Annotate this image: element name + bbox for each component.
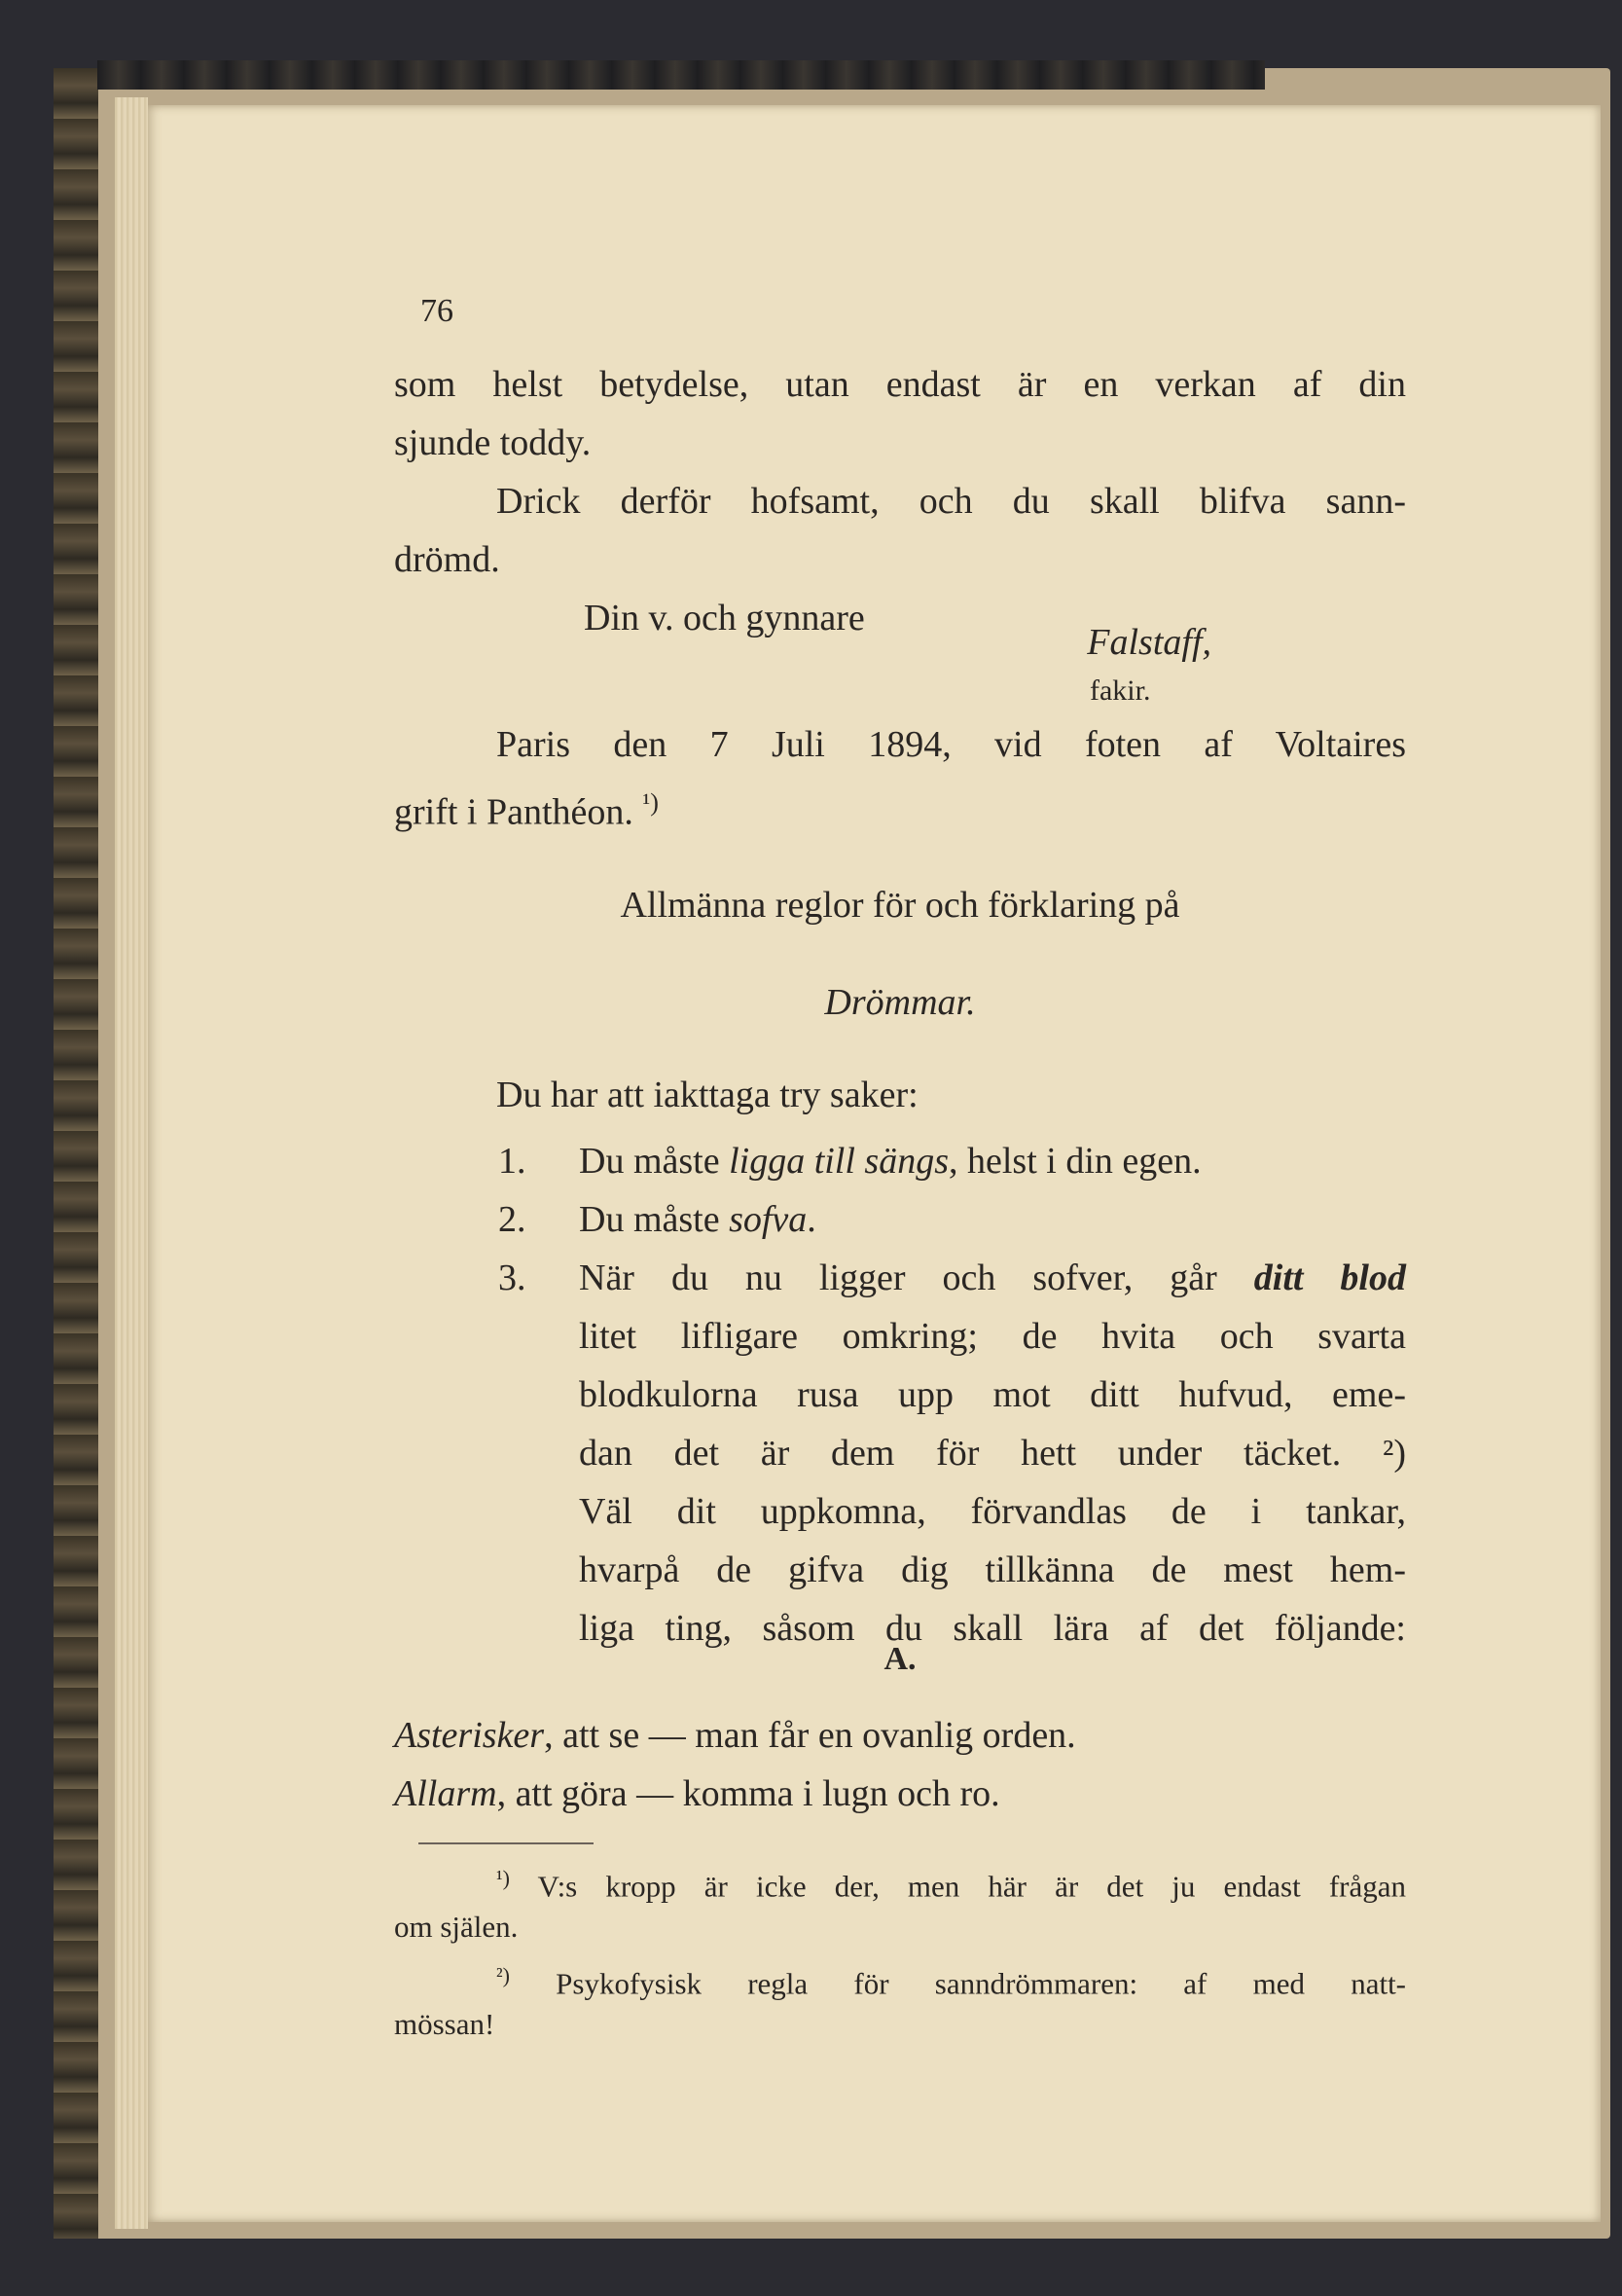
footnote-2-line-2: mössan! <box>394 2007 495 2041</box>
place-line-2-text: grift i Panthéon. <box>394 791 633 833</box>
entry-asterisker-text: , att se — man får en ovanlig orden. <box>544 1715 1076 1756</box>
list-number-1: 1. <box>498 1141 526 1182</box>
text-line-2: sjunde toddy. <box>394 422 592 463</box>
list-item-1-em: ligga till sängs <box>729 1141 949 1182</box>
entry-asterisker-term: Asterisker <box>394 1715 545 1756</box>
binding-top-band <box>97 60 1265 90</box>
list-item-3-pre: När du nu ligger och sofver, går <box>579 1257 1254 1298</box>
text-line-4: drömd. <box>394 539 500 580</box>
list-number-2: 2. <box>498 1199 526 1240</box>
page-edges <box>115 97 148 2229</box>
entry-asterisker <box>394 1706 1076 1765</box>
text-line-3: Drick derför hofsamt, och du skall blifva sann- <box>496 481 1406 522</box>
intro-line: Du har att iakttaga try saker: <box>496 1075 919 1115</box>
footnote-1-ref: ¹) <box>496 1866 510 1890</box>
book-spine <box>54 68 98 2239</box>
footnote-1-line-2: om själen. <box>394 1910 519 1944</box>
footnote-divider <box>418 1842 594 1844</box>
signature-title: fakir. <box>1090 674 1151 707</box>
entry-allarm-text: , att göra — komma i lugn och ro. <box>496 1773 1000 1814</box>
footnote-1-line-1 <box>496 1854 1406 1911</box>
footnote-2-line-1 <box>496 1951 1406 2008</box>
list-item-2-em: sofva <box>729 1199 808 1240</box>
list-item-3-line-5: Väl dit uppkomna, förvandlas de i tankar, <box>579 1491 1406 1532</box>
list-item-3-em: ditt blod <box>1253 1257 1406 1298</box>
text-line-1: som helst betydelse, utan endast är en verkan af din <box>394 364 1406 405</box>
section-heading: Allmänna reglor för och förklaring på <box>620 885 1180 926</box>
closing-line: Din v. och gynnare <box>584 598 865 638</box>
footnote-2-text: Psykofysisk regla för sanndrömmaren: af med natt- <box>556 1966 1406 2001</box>
section-letter: A. <box>883 1641 917 1677</box>
list-item-1 <box>579 1132 1202 1190</box>
list-item-2 <box>579 1190 816 1249</box>
page-number: 76 <box>420 293 453 329</box>
entry-allarm <box>394 1765 1000 1823</box>
list-item-1-pre: Du måste <box>579 1141 730 1182</box>
list-item-3-line-2: litet lifligare omkring; de hvita och svarta <box>579 1316 1406 1357</box>
place-line-1: Paris den 7 Juli 1894, vid foten af Voltaires <box>496 724 1406 765</box>
list-item-2-pre: Du måste <box>579 1199 730 1240</box>
list-item-3-line-7: liga ting, såsom du skall lära af det följande: <box>579 1608 1406 1649</box>
list-number-3: 3. <box>498 1257 526 1298</box>
entry-allarm-term: Allarm <box>394 1773 497 1814</box>
list-item-3-line-3: blodkulorna rusa upp mot ditt hufvud, eme- <box>579 1374 1406 1415</box>
list-item-1-post: , helst i din egen. <box>949 1141 1202 1182</box>
list-item-3 <box>579 1249 1406 1307</box>
list-item-3-line-4: dan det är dem för hett under täcket. ²) <box>579 1433 1406 1474</box>
list-item-2-post: . <box>807 1199 816 1240</box>
signature-name: Falstaff, <box>1087 622 1211 663</box>
place-line-2 <box>394 774 659 842</box>
footnote-1-text: V:s kropp är icke der, men här är det ju endast frågan <box>537 1869 1406 1904</box>
footnote-ref-1: ¹) <box>642 788 659 817</box>
section-title: Drömmar. <box>824 982 976 1023</box>
list-item-3-line-6: hvarpå de gifva dig tillkänna de mest hem- <box>579 1549 1406 1590</box>
footnote-2-ref: ²) <box>496 1963 510 1987</box>
